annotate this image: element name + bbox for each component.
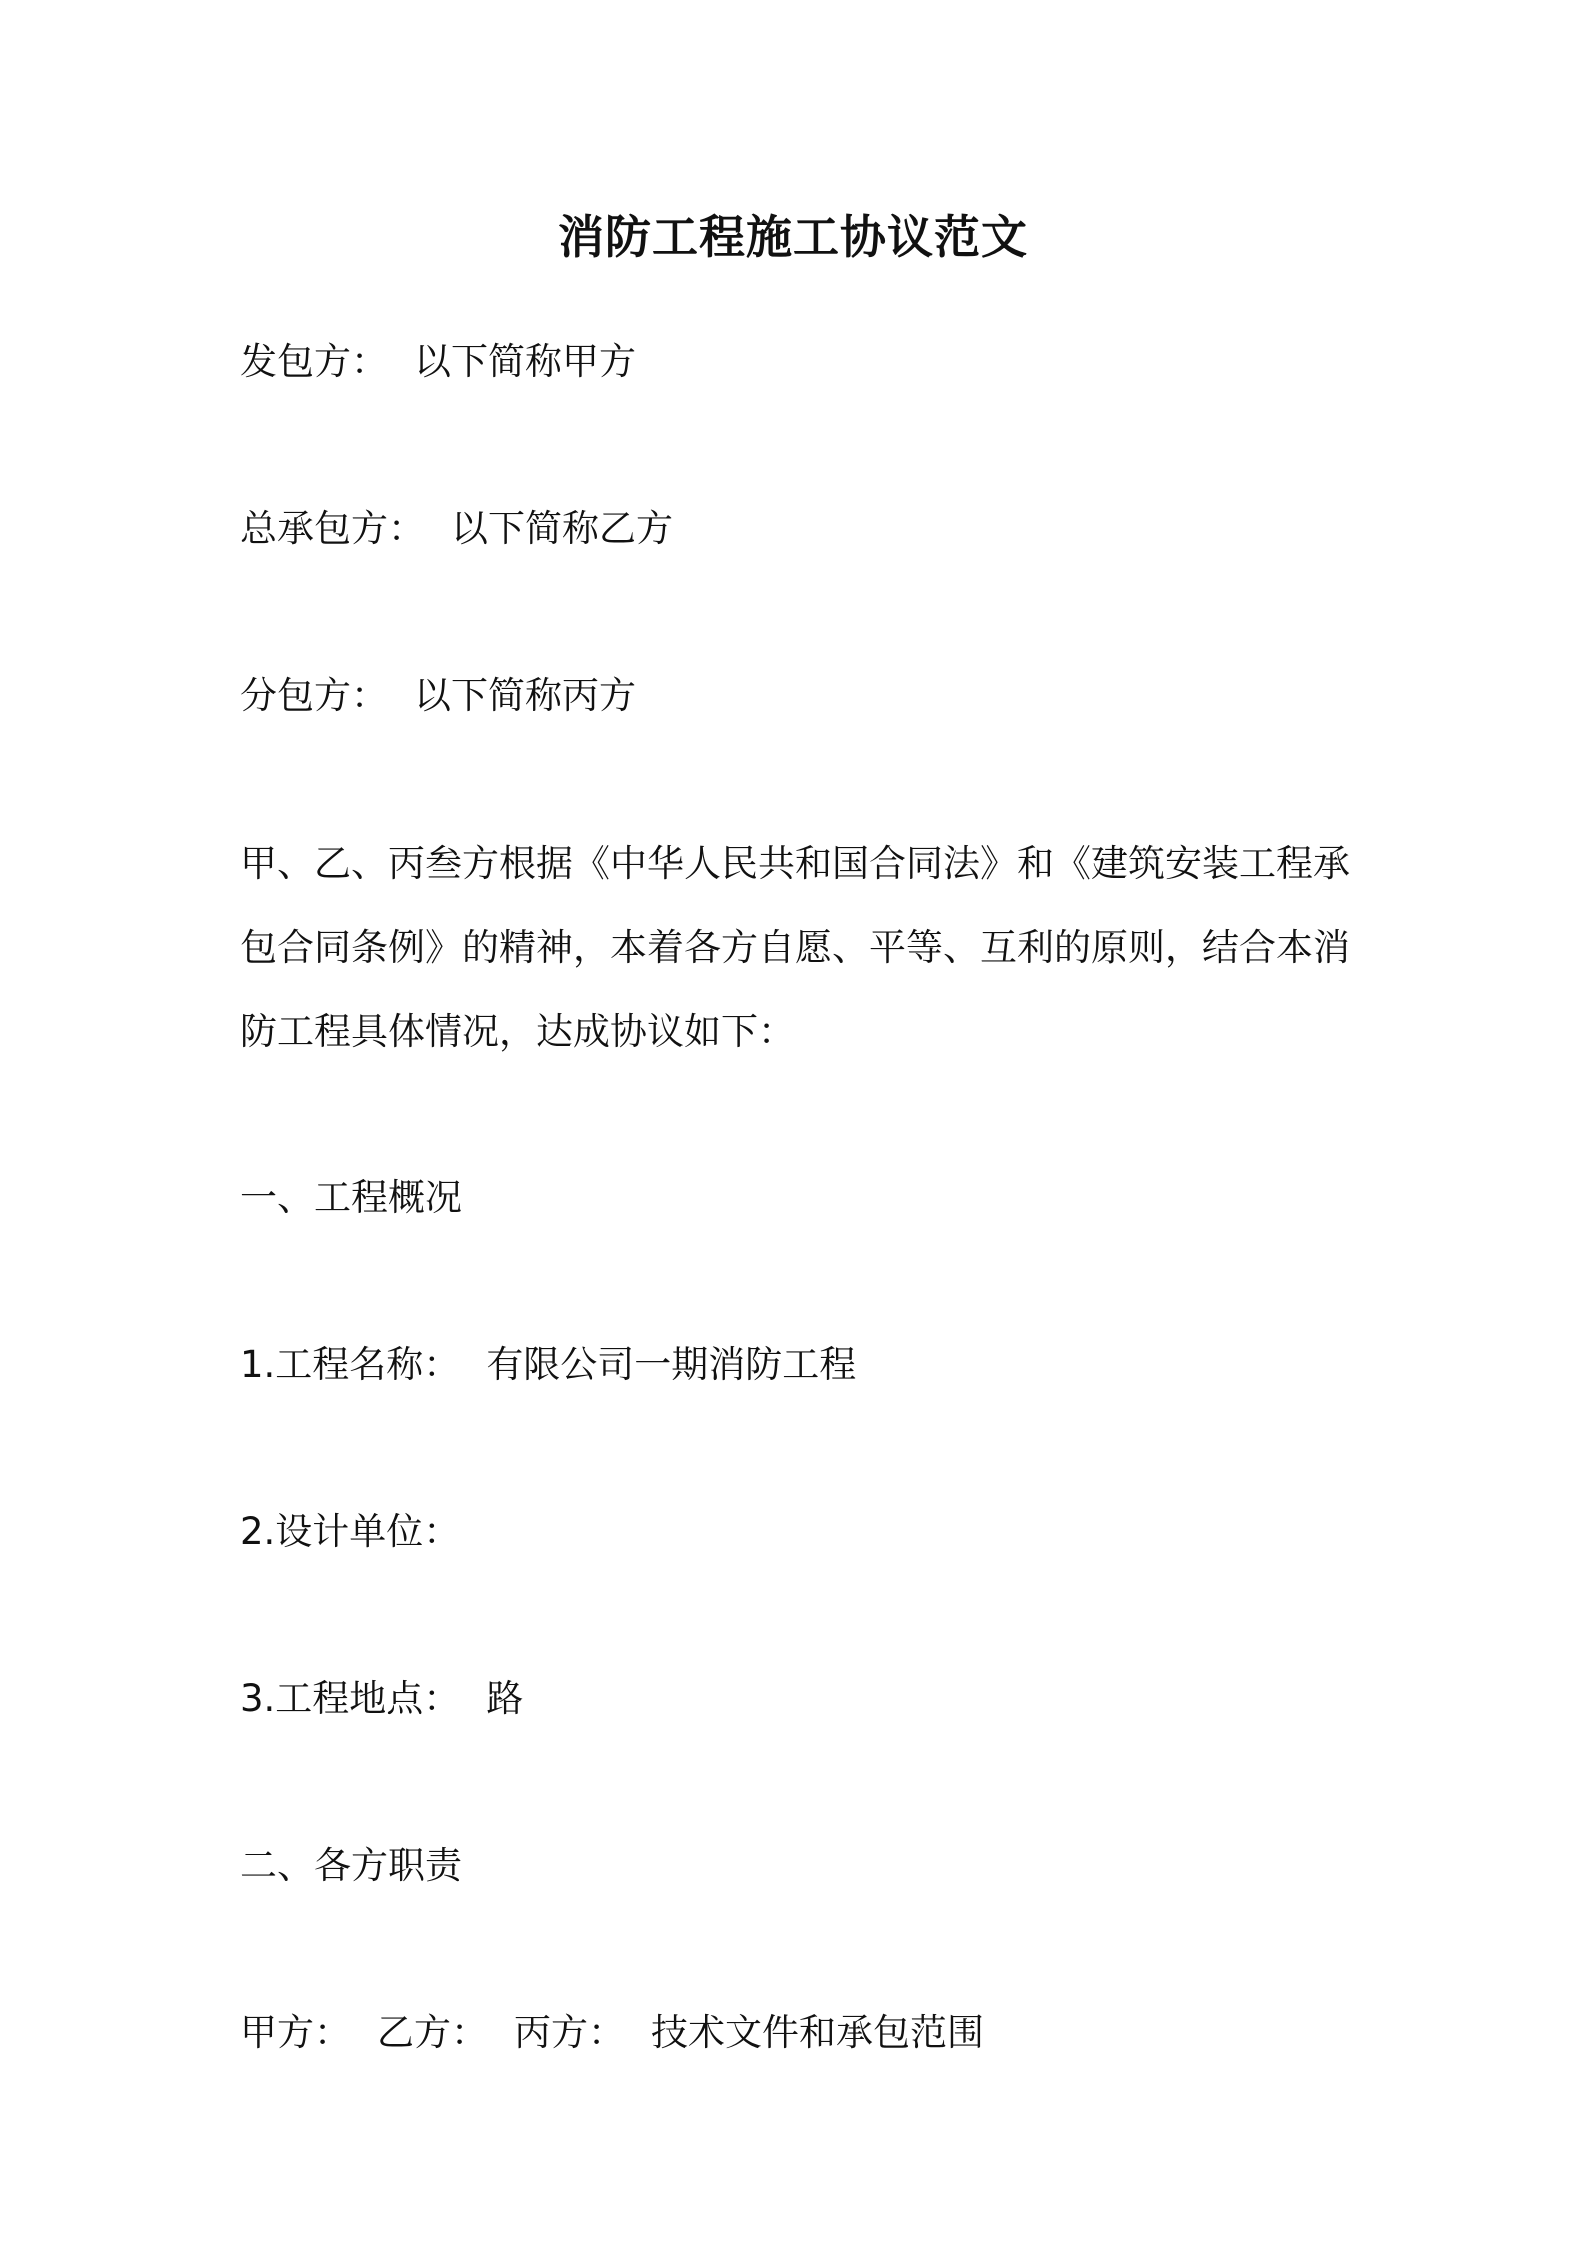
section2-heading: 二、各方职责	[240, 1844, 462, 1887]
employer-note: 以下简称甲方	[414, 340, 636, 383]
general-contractor-note: 以下简称乙方	[451, 507, 673, 550]
general-contractor-label: 总承包方：	[240, 507, 425, 550]
project-name-label: 1.工程名称：	[240, 1343, 461, 1386]
party-c-label: 丙方：	[514, 2011, 625, 2054]
subcontractor-label: 分包方：	[240, 674, 388, 717]
project-name-line	[240, 1337, 856, 1393]
preamble-line-3: 防工程具体情况，达成协议如下：	[240, 1010, 795, 1053]
party-a-label: 甲方：	[240, 2011, 351, 2054]
project-location-label: 3.工程地点：	[240, 1677, 461, 1720]
preamble-paragraph	[240, 822, 1360, 1074]
employer-line	[240, 334, 636, 390]
preamble-line-2: 包合同条例》的精神，本着各方自愿、平等、互利的原则，结合本消	[240, 926, 1350, 969]
subcontractor-note: 以下简称丙方	[414, 674, 636, 717]
party-b-label: 乙方：	[377, 2011, 488, 2054]
project-name-value: 有限公司一期消防工程	[486, 1343, 857, 1386]
general-contractor-line	[240, 501, 673, 557]
project-location-line	[240, 1671, 523, 1727]
section1-heading: 一、工程概况	[240, 1176, 462, 1219]
subcontractor-line	[240, 668, 636, 724]
design-unit-label: 2.设计单位：	[240, 1510, 461, 1553]
document-title: 消防工程施工协议范文	[558, 210, 1028, 264]
scope-text: 技术文件和承包范围	[651, 2011, 984, 2054]
preamble-line-1: 甲、乙、丙叁方根据《中华人民共和国合同法》和《建筑安装工程承	[240, 842, 1350, 885]
project-location-value: 路	[486, 1677, 524, 1720]
responsibilities-line	[240, 2005, 984, 2061]
employer-label: 发包方：	[240, 340, 388, 383]
design-unit-line	[240, 1504, 460, 1560]
